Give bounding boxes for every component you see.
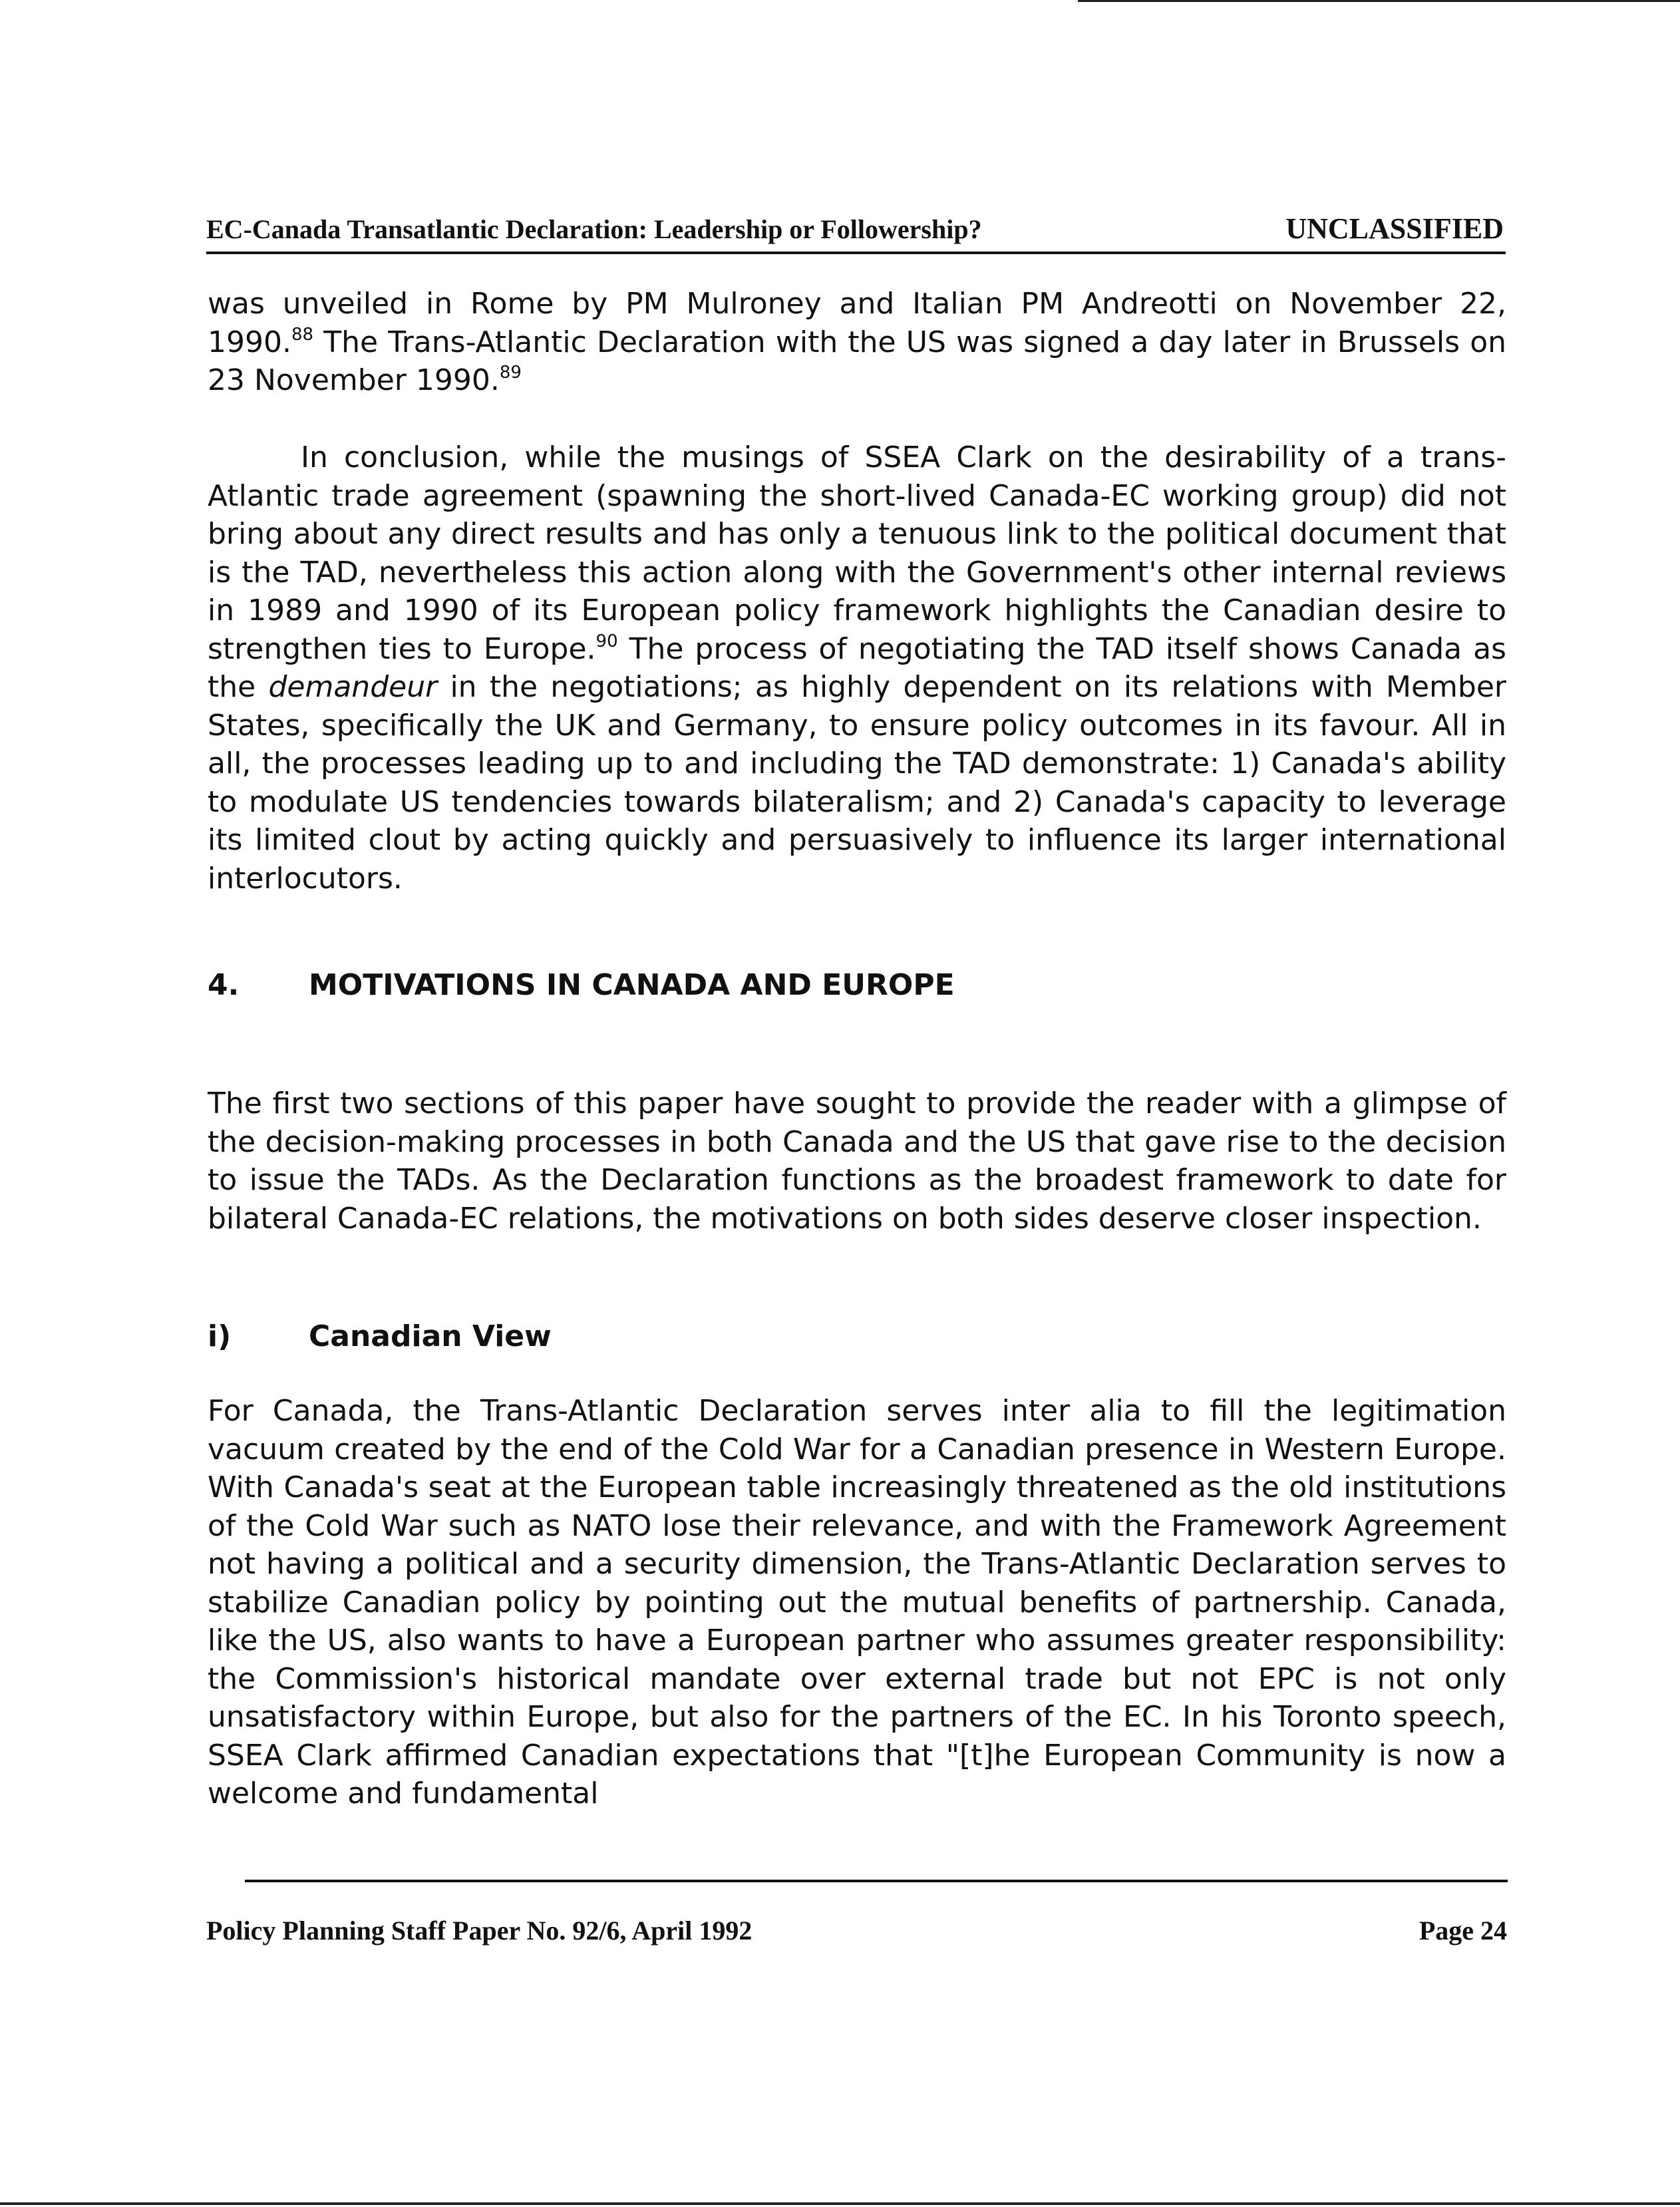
classification-label: UNCLASSIFIED xyxy=(1285,212,1504,245)
header-rule xyxy=(206,252,1506,254)
paragraph-intro: The first two sections of this paper have sought to provide the reader with a glimpse of the decision-making processes in both Canada and the US that gave rise to the decision to issue the TADs. As the Declaration functions as the broadest framework to date for bilateral Canada-EC relations, the motivations on both sides deserve closer inspection. xyxy=(208,1087,1506,1236)
p2-text-b: The process of negotiating the TAD itself shows Canada as the xyxy=(208,631,1506,704)
subsection-title: Canadian View xyxy=(309,1319,552,1353)
paragraph-conclusion xyxy=(208,438,1506,898)
scan-edge-line xyxy=(1078,0,1680,2)
paragraph-continuation xyxy=(208,285,1506,400)
header-title: EC-Canada Transatlantic Declaration: Leadership or Followership? xyxy=(206,214,982,244)
paragraph-canadian-view: For Canada, the Trans-Atlantic Declaration serves inter alia to fill the legitimation vacuum created by the end of the Cold War for a Canadian presence in Western Europe. With Canada's seat at the European table increasingly threatened as the old institutions of the Cold War such as NATO lose their relevance, and with the Framework Agreement not having a political and a security dimension, the Trans-Atlantic Declaration serves to stabilize Canadian policy by pointing out the mutual benefits of partnership. Canada, like the US, also wants to have a European partner who assumes greater responsibility: the Commission's historical mandate over external trade but not EPC is not only unsatisfactory within Europe, but also for the partners of the EC. In his Toronto speech, SSEA Clark affirmed Canadian expectations that "[t]he European Community is now a welcome and fundamental xyxy=(208,1394,1506,1810)
page-number: Page 24 xyxy=(1419,1916,1507,1946)
footnote-ref-88: 88 xyxy=(291,324,314,345)
footer-source: Policy Planning Staff Paper No. 92/6, April 1992 xyxy=(206,1916,753,1946)
footer-rule xyxy=(245,1880,1508,1882)
running-footer xyxy=(206,1915,1507,1946)
footnote-ref-90: 90 xyxy=(595,631,618,651)
p1-text-a: was unveiled in Rome by PM Mulroney and Italian PM Andreotti on November 22, 1990. xyxy=(208,287,1506,359)
section-number: 4. xyxy=(208,968,240,1002)
p2-emphasis: demandeur xyxy=(268,670,438,704)
p2-text-c: in the negotiations; as highly dependent on its relations with Member States, specifically the UK and Germany, to ensure policy outcomes in its favour. All in all, the processes leading up to and including the TAD demonstrate: 1) Canada's ability to modulate US tendencies towards bilateralism; and 2) Canada's capacity to leverage its limited clout by acting quickly and persuasively to influence its larger international interlocutors. xyxy=(208,670,1506,896)
running-header xyxy=(206,212,1504,246)
section-heading xyxy=(208,966,1506,1004)
footnote-ref-89: 89 xyxy=(499,363,522,383)
p1-text-b: The Trans-Atlantic Declaration with the US was signed a day later in Brussels on 23 November 1990. xyxy=(208,325,1506,397)
p2-text-a: In conclusion, while the musings of SSEA Clark on the desirability of a trans-Atlantic trade agreement (spawning the short-lived Canada-EC working group) did not bring about any direct results and has only a tenuous link to the political document that is the TAD, nevertheless this action along with the Government's other internal reviews in 1989 and 1990 of its European policy framework highlights the Canadian desire to strengthen ties to Europe. xyxy=(208,440,1506,666)
section-title: MOTIVATIONS IN CANADA AND EUROPE xyxy=(309,968,955,1002)
scan-edge-line-bottom xyxy=(0,2202,1680,2205)
subsection-heading xyxy=(208,1317,1506,1355)
subsection-number: i) xyxy=(208,1319,232,1353)
